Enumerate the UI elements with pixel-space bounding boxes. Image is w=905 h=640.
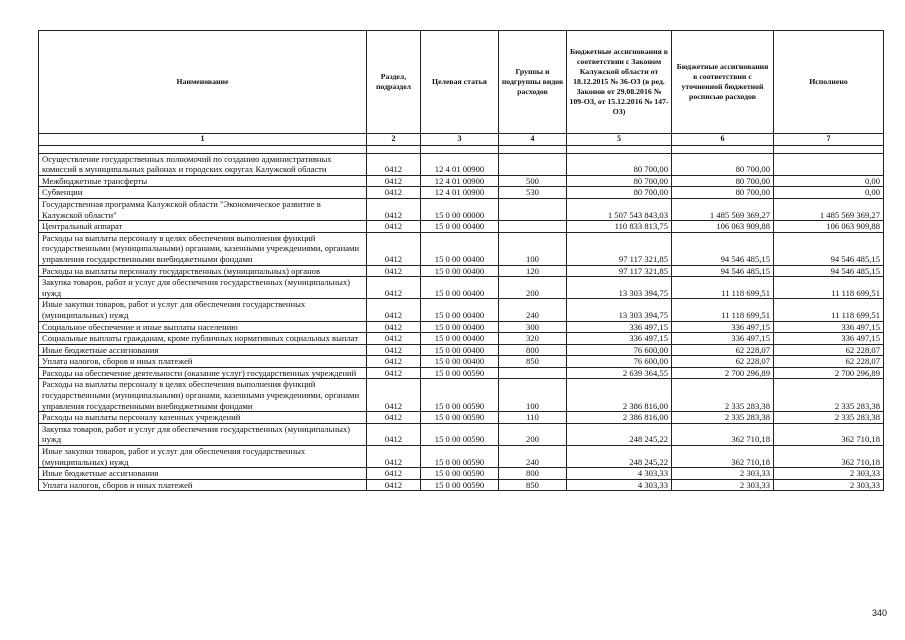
spacer-cell — [499, 145, 567, 153]
cell-refined-amount: 2 335 283,38 — [672, 379, 774, 412]
table-row — [39, 379, 884, 412]
cell-target: 15 0 00 00400 — [421, 277, 499, 299]
cell-name: Государственная программа Калужской области "Экономическое развитие в Калужской области" — [39, 198, 367, 220]
cell-law-amount: 248 245,22 — [567, 446, 672, 468]
cell-refined-amount: 336 497,15 — [672, 321, 774, 333]
cell-executed-amount: 94 546 485,15 — [774, 232, 884, 265]
cell-section: 0412 — [367, 277, 421, 299]
cell-refined-amount: 94 546 485,15 — [672, 232, 774, 265]
cell-section: 0412 — [367, 299, 421, 321]
cell-refined-amount: 62 228,07 — [672, 356, 774, 368]
cell-law-amount: 336 497,15 — [567, 321, 672, 333]
column-number-row — [39, 134, 884, 146]
cell-name: Иные закупки товаров, работ и услуг для обеспечения государственных (муниципальных) нужд — [39, 446, 367, 468]
table-row — [39, 265, 884, 277]
cell-section: 0412 — [367, 468, 421, 480]
cell-law-amount: 4 303,33 — [567, 479, 672, 491]
cell-target: 15 0 00 00590 — [421, 468, 499, 480]
cell-target: 15 0 00 00400 — [421, 232, 499, 265]
cell-target: 15 0 00 00400 — [421, 356, 499, 368]
cell-target: 15 0 00 00400 — [421, 221, 499, 233]
table-row — [39, 367, 884, 379]
cell-law-amount: 76 600,00 — [567, 356, 672, 368]
cell-section: 0412 — [367, 356, 421, 368]
cell-law-amount: 80 700,00 — [567, 187, 672, 199]
table-row — [39, 356, 884, 368]
cell-refined-amount: 80 700,00 — [672, 153, 774, 175]
cell-refined-amount: 2 700 296,89 — [672, 367, 774, 379]
cell-name: Центральный аппарат — [39, 221, 367, 233]
cell-section: 0412 — [367, 479, 421, 491]
cell-target: 15 0 00 00400 — [421, 333, 499, 345]
cell-law-amount: 13 303 394,75 — [567, 277, 672, 299]
col-number: 3 — [421, 134, 499, 146]
cell-section: 0412 — [367, 333, 421, 345]
cell-section: 0412 — [367, 321, 421, 333]
table-row — [39, 333, 884, 345]
cell-law-amount: 2 386 816,00 — [567, 412, 672, 424]
cell-law-amount: 97 117 321,85 — [567, 232, 672, 265]
cell-refined-amount: 362 710,18 — [672, 423, 774, 445]
cell-group: 100 — [499, 379, 567, 412]
cell-refined-amount: 11 118 699,51 — [672, 299, 774, 321]
cell-group: 300 — [499, 321, 567, 333]
cell-executed-amount: 336 497,15 — [774, 333, 884, 345]
cell-refined-amount: 1 485 569 369,27 — [672, 198, 774, 220]
cell-group: 850 — [499, 479, 567, 491]
cell-executed-amount: 362 710,18 — [774, 446, 884, 468]
cell-refined-amount: 80 700,00 — [672, 187, 774, 199]
table-row — [39, 175, 884, 187]
cell-section: 0412 — [367, 344, 421, 356]
cell-law-amount: 80 700,00 — [567, 153, 672, 175]
header-groups: Группы и подгруппы видов расходов — [499, 31, 567, 134]
page-number: 340 — [872, 608, 888, 618]
cell-target: 15 0 00 00590 — [421, 367, 499, 379]
cell-name: Расходы на выплаты персоналу в целях обеспечения выполнения функций государственными (муниципальными) органами, казенными учреждениями, органами управления государственными внебюджетными фондами — [39, 232, 367, 265]
cell-target: 12 4 01 00900 — [421, 153, 499, 175]
cell-executed-amount: 1 485 569 369,27 — [774, 198, 884, 220]
cell-name: Социальные выплаты гражданам, кроме публичных нормативных социальных выплат — [39, 333, 367, 345]
cell-executed-amount: 2 303,33 — [774, 479, 884, 491]
cell-target: 15 0 00 00400 — [421, 299, 499, 321]
cell-name: Закупка товаров, работ и услуг для обеспечения государственных (муниципальных) нужд — [39, 423, 367, 445]
cell-target: 15 0 00 00400 — [421, 321, 499, 333]
cell-executed-amount: 362 710,18 — [774, 423, 884, 445]
cell-law-amount: 336 497,15 — [567, 333, 672, 345]
cell-refined-amount: 2 335 283,38 — [672, 412, 774, 424]
spacer-cell — [421, 145, 499, 153]
cell-name: Уплата налогов, сборов и иных платежей — [39, 356, 367, 368]
cell-name: Иные закупки товаров, работ и услуг для обеспечения государственных (муниципальных) нужд — [39, 299, 367, 321]
cell-group: 240 — [499, 299, 567, 321]
cell-law-amount: 97 117 321,85 — [567, 265, 672, 277]
cell-group: 240 — [499, 446, 567, 468]
cell-target: 12 4 01 00900 — [421, 175, 499, 187]
cell-target: 15 0 00 00590 — [421, 412, 499, 424]
spacer-cell — [672, 145, 774, 153]
cell-executed-amount: 0,00 — [774, 187, 884, 199]
cell-section: 0412 — [367, 153, 421, 175]
budget-table — [38, 30, 884, 491]
header-section: Раздел, подраздел — [367, 31, 421, 134]
cell-law-amount: 4 303,33 — [567, 468, 672, 480]
table-row — [39, 423, 884, 445]
cell-law-amount: 2 639 364,55 — [567, 367, 672, 379]
cell-group: 200 — [499, 423, 567, 445]
cell-name: Уплата налогов, сборов и иных платежей — [39, 479, 367, 491]
col-number: 1 — [39, 134, 367, 146]
header-name: Наименование — [39, 31, 367, 134]
cell-name: Иные бюджетные ассигнования — [39, 344, 367, 356]
cell-section: 0412 — [367, 446, 421, 468]
cell-executed-amount: 2 335 283,38 — [774, 379, 884, 412]
col-number: 4 — [499, 134, 567, 146]
cell-name: Осуществление государственных полномочий по созданию административных комиссий в муниципальных районах и городских округах Калужской области — [39, 153, 367, 175]
col-number: 6 — [672, 134, 774, 146]
cell-target: 15 0 00 00400 — [421, 344, 499, 356]
cell-target: 12 4 01 00900 — [421, 187, 499, 199]
cell-group — [499, 367, 567, 379]
cell-section: 0412 — [367, 265, 421, 277]
cell-refined-amount: 94 546 485,15 — [672, 265, 774, 277]
table-body — [39, 153, 884, 491]
cell-name: Закупка товаров, работ и услуг для обеспечения государственных (муниципальных) нужд — [39, 277, 367, 299]
cell-name: Расходы на выплаты персоналу государственных (муниципальных) органов — [39, 265, 367, 277]
header-executed: Исполнено — [774, 31, 884, 134]
table-row — [39, 479, 884, 491]
cell-target: 15 0 00 00590 — [421, 379, 499, 412]
cell-name: Расходы на выплаты персоналу казенных учреждений — [39, 412, 367, 424]
cell-group: 850 — [499, 356, 567, 368]
cell-executed-amount: 0,00 — [774, 175, 884, 187]
cell-refined-amount: 2 303,33 — [672, 479, 774, 491]
table-row — [39, 468, 884, 480]
cell-group: 530 — [499, 187, 567, 199]
header-row — [39, 31, 884, 134]
col-number: 7 — [774, 134, 884, 146]
spacer-cell — [774, 145, 884, 153]
cell-refined-amount: 362 710,18 — [672, 446, 774, 468]
table-row — [39, 187, 884, 199]
cell-target: 15 0 00 00590 — [421, 479, 499, 491]
table-row — [39, 344, 884, 356]
cell-name: Расходы на выплаты персоналу в целях обеспечения выполнения функций государственными (муниципальными) органами, казенными учреждениями, органами управления государственными внебюджетными фондами — [39, 379, 367, 412]
header-law: Бюджетные ассигнования в соответствии с Законом Калужской области от 18.12.2015 № 36-ОЗ (в ред. Законов от 29.08.2016 № 109-ОЗ, от 15.12.2016 № 147-ОЗ) — [567, 31, 672, 134]
cell-executed-amount: 2 303,33 — [774, 468, 884, 480]
cell-target: 15 0 00 00400 — [421, 265, 499, 277]
cell-section: 0412 — [367, 232, 421, 265]
spacer-cell — [567, 145, 672, 153]
cell-law-amount: 2 386 816,00 — [567, 379, 672, 412]
spacer-cell — [367, 145, 421, 153]
cell-group — [499, 221, 567, 233]
cell-refined-amount: 11 118 699,51 — [672, 277, 774, 299]
cell-group: 320 — [499, 333, 567, 345]
cell-executed-amount: 11 118 699,51 — [774, 299, 884, 321]
cell-group: 800 — [499, 344, 567, 356]
cell-name: Иные бюджетные ассигнования — [39, 468, 367, 480]
header-refined: Бюджетные ассигнования в соответствии с уточненной бюджетной росписью расходов — [672, 31, 774, 134]
cell-group: 100 — [499, 232, 567, 265]
cell-executed-amount: 62 228,07 — [774, 356, 884, 368]
cell-name: Субвенции — [39, 187, 367, 199]
cell-executed-amount: 94 546 485,15 — [774, 265, 884, 277]
cell-refined-amount: 2 303,33 — [672, 468, 774, 480]
cell-name: Расходы на обеспечение деятельности (оказание услуг) государственных учреждений — [39, 367, 367, 379]
cell-group — [499, 198, 567, 220]
cell-executed-amount: 2 335 283,38 — [774, 412, 884, 424]
cell-executed-amount — [774, 153, 884, 175]
cell-law-amount: 248 245,22 — [567, 423, 672, 445]
cell-section: 0412 — [367, 367, 421, 379]
cell-section: 0412 — [367, 187, 421, 199]
table-row — [39, 153, 884, 175]
cell-section: 0412 — [367, 175, 421, 187]
cell-name: Межбюджетные трансферты — [39, 175, 367, 187]
cell-group: 200 — [499, 277, 567, 299]
cell-executed-amount: 11 118 699,51 — [774, 277, 884, 299]
table-row — [39, 221, 884, 233]
cell-target: 15 0 00 00590 — [421, 423, 499, 445]
cell-law-amount: 76 600,00 — [567, 344, 672, 356]
cell-refined-amount: 336 497,15 — [672, 333, 774, 345]
spacer-row — [39, 145, 884, 153]
cell-executed-amount: 336 497,15 — [774, 321, 884, 333]
table-row — [39, 232, 884, 265]
table-row — [39, 299, 884, 321]
cell-name: Социальное обеспечение и иные выплаты населению — [39, 321, 367, 333]
cell-section: 0412 — [367, 379, 421, 412]
cell-group — [499, 153, 567, 175]
cell-target: 15 0 00 00590 — [421, 446, 499, 468]
cell-refined-amount: 62 228,07 — [672, 344, 774, 356]
cell-refined-amount: 106 063 909,88 — [672, 221, 774, 233]
table-row — [39, 446, 884, 468]
cell-refined-amount: 80 700,00 — [672, 175, 774, 187]
table-row — [39, 198, 884, 220]
cell-section: 0412 — [367, 412, 421, 424]
cell-executed-amount: 62 228,07 — [774, 344, 884, 356]
cell-executed-amount: 106 063 909,88 — [774, 221, 884, 233]
spacer-cell — [39, 145, 367, 153]
cell-target: 15 0 00 00000 — [421, 198, 499, 220]
cell-section: 0412 — [367, 221, 421, 233]
table-row — [39, 412, 884, 424]
col-number: 5 — [567, 134, 672, 146]
cell-executed-amount: 2 700 296,89 — [774, 367, 884, 379]
col-number: 2 — [367, 134, 421, 146]
cell-group: 120 — [499, 265, 567, 277]
cell-section: 0412 — [367, 423, 421, 445]
cell-law-amount: 110 833 813,75 — [567, 221, 672, 233]
header-target: Целевая статья — [421, 31, 499, 134]
table-row — [39, 321, 884, 333]
cell-law-amount: 13 303 394,75 — [567, 299, 672, 321]
cell-section: 0412 — [367, 198, 421, 220]
table-row — [39, 277, 884, 299]
cell-group: 800 — [499, 468, 567, 480]
cell-group: 110 — [499, 412, 567, 424]
cell-group: 500 — [499, 175, 567, 187]
cell-law-amount: 1 507 543 843,03 — [567, 198, 672, 220]
cell-law-amount: 80 700,00 — [567, 175, 672, 187]
